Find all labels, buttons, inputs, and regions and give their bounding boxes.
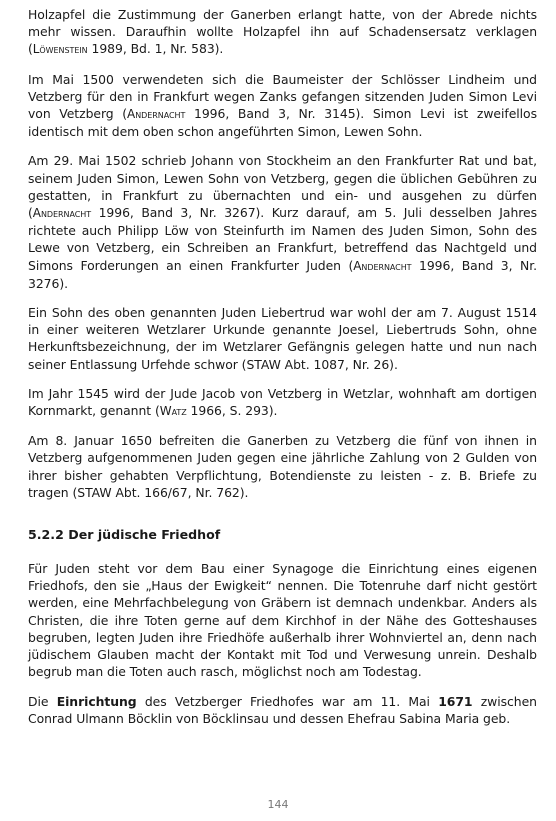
citation-author: Andernacht: [127, 107, 186, 122]
citation-author: Löwenstein: [32, 42, 88, 57]
bold-text: Einrichtung: [56, 693, 137, 709]
text-segment: 1996, Band 3, Nr. 3276).: [28, 257, 538, 291]
document-page: [28, 6, 537, 739]
text-segment: Für Juden steht vor dem Bau einer Synagoge die Einrichtung eines eigenen Friedhofs, den sie „Haus der Ewigkeit“ nennen. Die Totenruhe darf nicht gestört werden, eine Mehrfachbelegung von Gräbern ist demnach undenkbar. Anders als Christen, die ihre Toten gerne auf dem Kirchhof in der Nähe des Gotteshauses begruben, legten Juden ihre Friedhöfe außerhalb ihrer Wohnviertel an, denn nach jüdischem Glauben macht der Kontakt mit Tod und Verwesung unrein. Deshalb begrub man die Toten auch rasch, möglichst noch am Todestag.: [28, 561, 537, 680]
text-segment: Im Mai 1500 verwendeten sich die Baumeister der Schlösser Lindheim und Vetzberg für den in Frankfurt wegen Zanks gefangen sitzenden Juden Simon Levi von Vetzberg (: [28, 71, 537, 122]
citation-author: Andernacht: [32, 206, 92, 221]
paragraph: [28, 385, 537, 420]
text-segment: Ein Sohn des oben genannten Juden Liebertrud war wohl der am 7. August 1514 in einer weiteren Wetzlarer Urkunde genannte Joesel, Liebertruds Sohn, ohne Herkunftsbezeichnung, der im Wetzlarer Gefängnis gelegen hatte und nun nach seiner Entlassung Urfehde schwor (STAW Abt. 1087, Nr. 26).: [28, 305, 537, 372]
paragraph: [28, 432, 537, 501]
body-text: [28, 6, 537, 501]
page-number: 144: [267, 798, 289, 811]
text-segment: des Vetzberger Friedhofes war am 11. Mai: [136, 693, 439, 709]
paragraph: [28, 152, 537, 292]
text-segment: Im Jahr 1545 wird der Jude Jacob von Vetzberg in Wetzlar, wohnhaft am dortigen Kornmarkt, genannt (: [28, 385, 537, 419]
paragraph: [28, 6, 537, 59]
section-body-text: [28, 560, 537, 727]
section-heading: 5.2.2 Der jüdische Friedhof: [28, 527, 221, 543]
text-segment: 1966, S. 293).: [186, 403, 278, 419]
citation-author: Andernacht: [353, 258, 412, 273]
paragraph: [28, 71, 537, 141]
text-segment: Am 29. Mai 1502 schrieb Johann von Stockheim an den Frankfurter Rat und bat, seinem Juden Simon, Lewen Sohn von Vetzberg, gegen die üblichen Gebühren zu gestatten, in Frankfurt zu übernachten und ein- und ausgehen zu dürfen (: [28, 153, 537, 221]
text-segment: 1996, Band 3, Nr. 3145). Simon Levi ist zweifellos identisch mit dem oben schon angeführten Simon, Lewen Sohn.: [28, 106, 537, 140]
text-segment: 1996, Band 3, Nr. 3267). Kurz darauf, am 5. Juli desselben Jahres richtete auch Philipp Löw von Steinfurth im Namen des Juden Simon, Sohn des Lewe von Vetzberg, ein Schreiben an Frankfurt, betreffend das Nachtgeld und Simons Forderungen an einen Frankfurter Juden (: [28, 205, 537, 273]
bold-text: 1671: [438, 693, 473, 709]
paragraph: [28, 560, 537, 680]
text-segment: Holzapfel die Zustimmung der Ganerben erlangt hatte, von der Abrede nichts mehr wissen. Daraufhin wollte Holzapfel ihn auf Schadensersatz verklagen (: [28, 7, 537, 57]
text-segment: zwischen Conrad Ulmann Böcklin von Böcklinsau und dessen Ehefrau Sabina Maria geb.: [28, 693, 537, 726]
paragraph: [28, 304, 537, 373]
text-segment: Die: [28, 693, 57, 709]
paragraph: [28, 693, 537, 727]
citation-author: Watz: [159, 404, 187, 419]
text-segment: Am 8. Januar 1650 befreiten die Ganerben zu Vetzberg die fünf von ihnen in Vetzberg aufgenommenen Juden gegen eine jährliche Zahlung von 2 Gulden von ihrer bisher gehabten Verpflichtung, Botendienste zu leisten - z. B. Briefe zu tragen (STAW Abt. 166/67, Nr. 762).: [28, 433, 537, 500]
text-segment: 1989, Bd. 1, Nr. 583).: [87, 41, 224, 57]
